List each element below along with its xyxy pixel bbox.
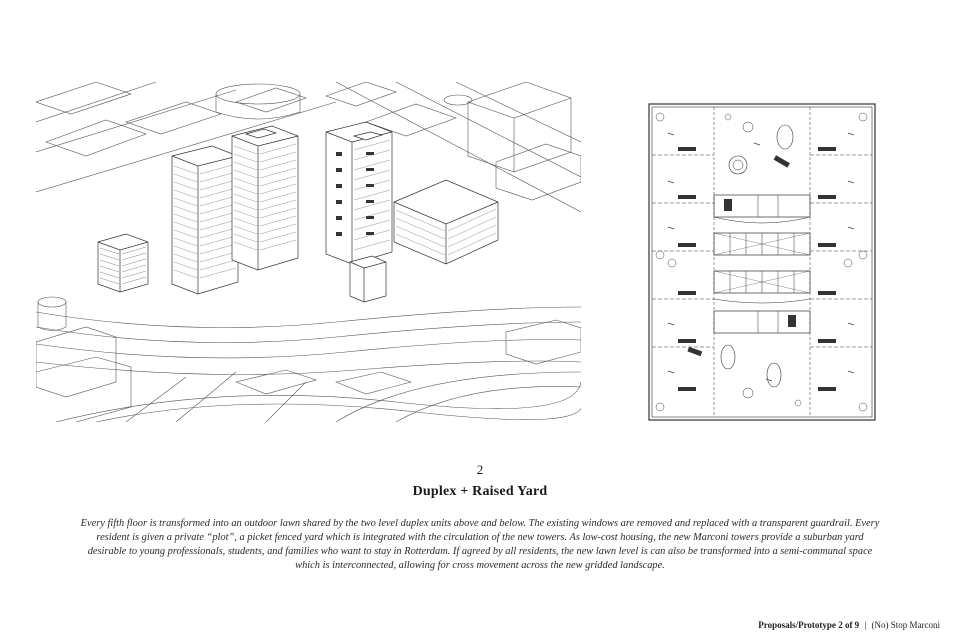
section-number: 2 bbox=[476, 462, 484, 477]
floor-plan-svg bbox=[648, 103, 876, 421]
section-description: Every fifth floor is transformed into an outdoor lawn shared by the two level duplex units above and below. The existing windows are removed and replaced with a transparent guardrail. Every resident is given a private “plot”, a picket fenced yard which is integrated with the circulation of the new towers. As low-cost housing, the new Marconi towers provide a suburban yard desirable to young professionals, students, and families who want to stay in Rotterdam. If agreed by all residents, the new lawn level is can also be transformed into a semi-communal space which is interconnected, allowing for cross movement across the new gridded landscape. bbox=[80, 518, 880, 571]
floor-plan-drawing bbox=[648, 103, 876, 421]
axonometric-site-drawing bbox=[36, 82, 581, 422]
footer-page-number: 2 of 9 bbox=[838, 620, 860, 630]
page-footer bbox=[758, 620, 940, 630]
footer-label: Proposals/Prototype bbox=[758, 620, 836, 630]
axonometric-svg bbox=[36, 82, 581, 422]
footer-separator: | bbox=[864, 620, 867, 630]
footer-project-name: (No) Stop Marconi bbox=[871, 620, 940, 630]
section-title: Duplex + Raised Yard bbox=[412, 484, 548, 499]
